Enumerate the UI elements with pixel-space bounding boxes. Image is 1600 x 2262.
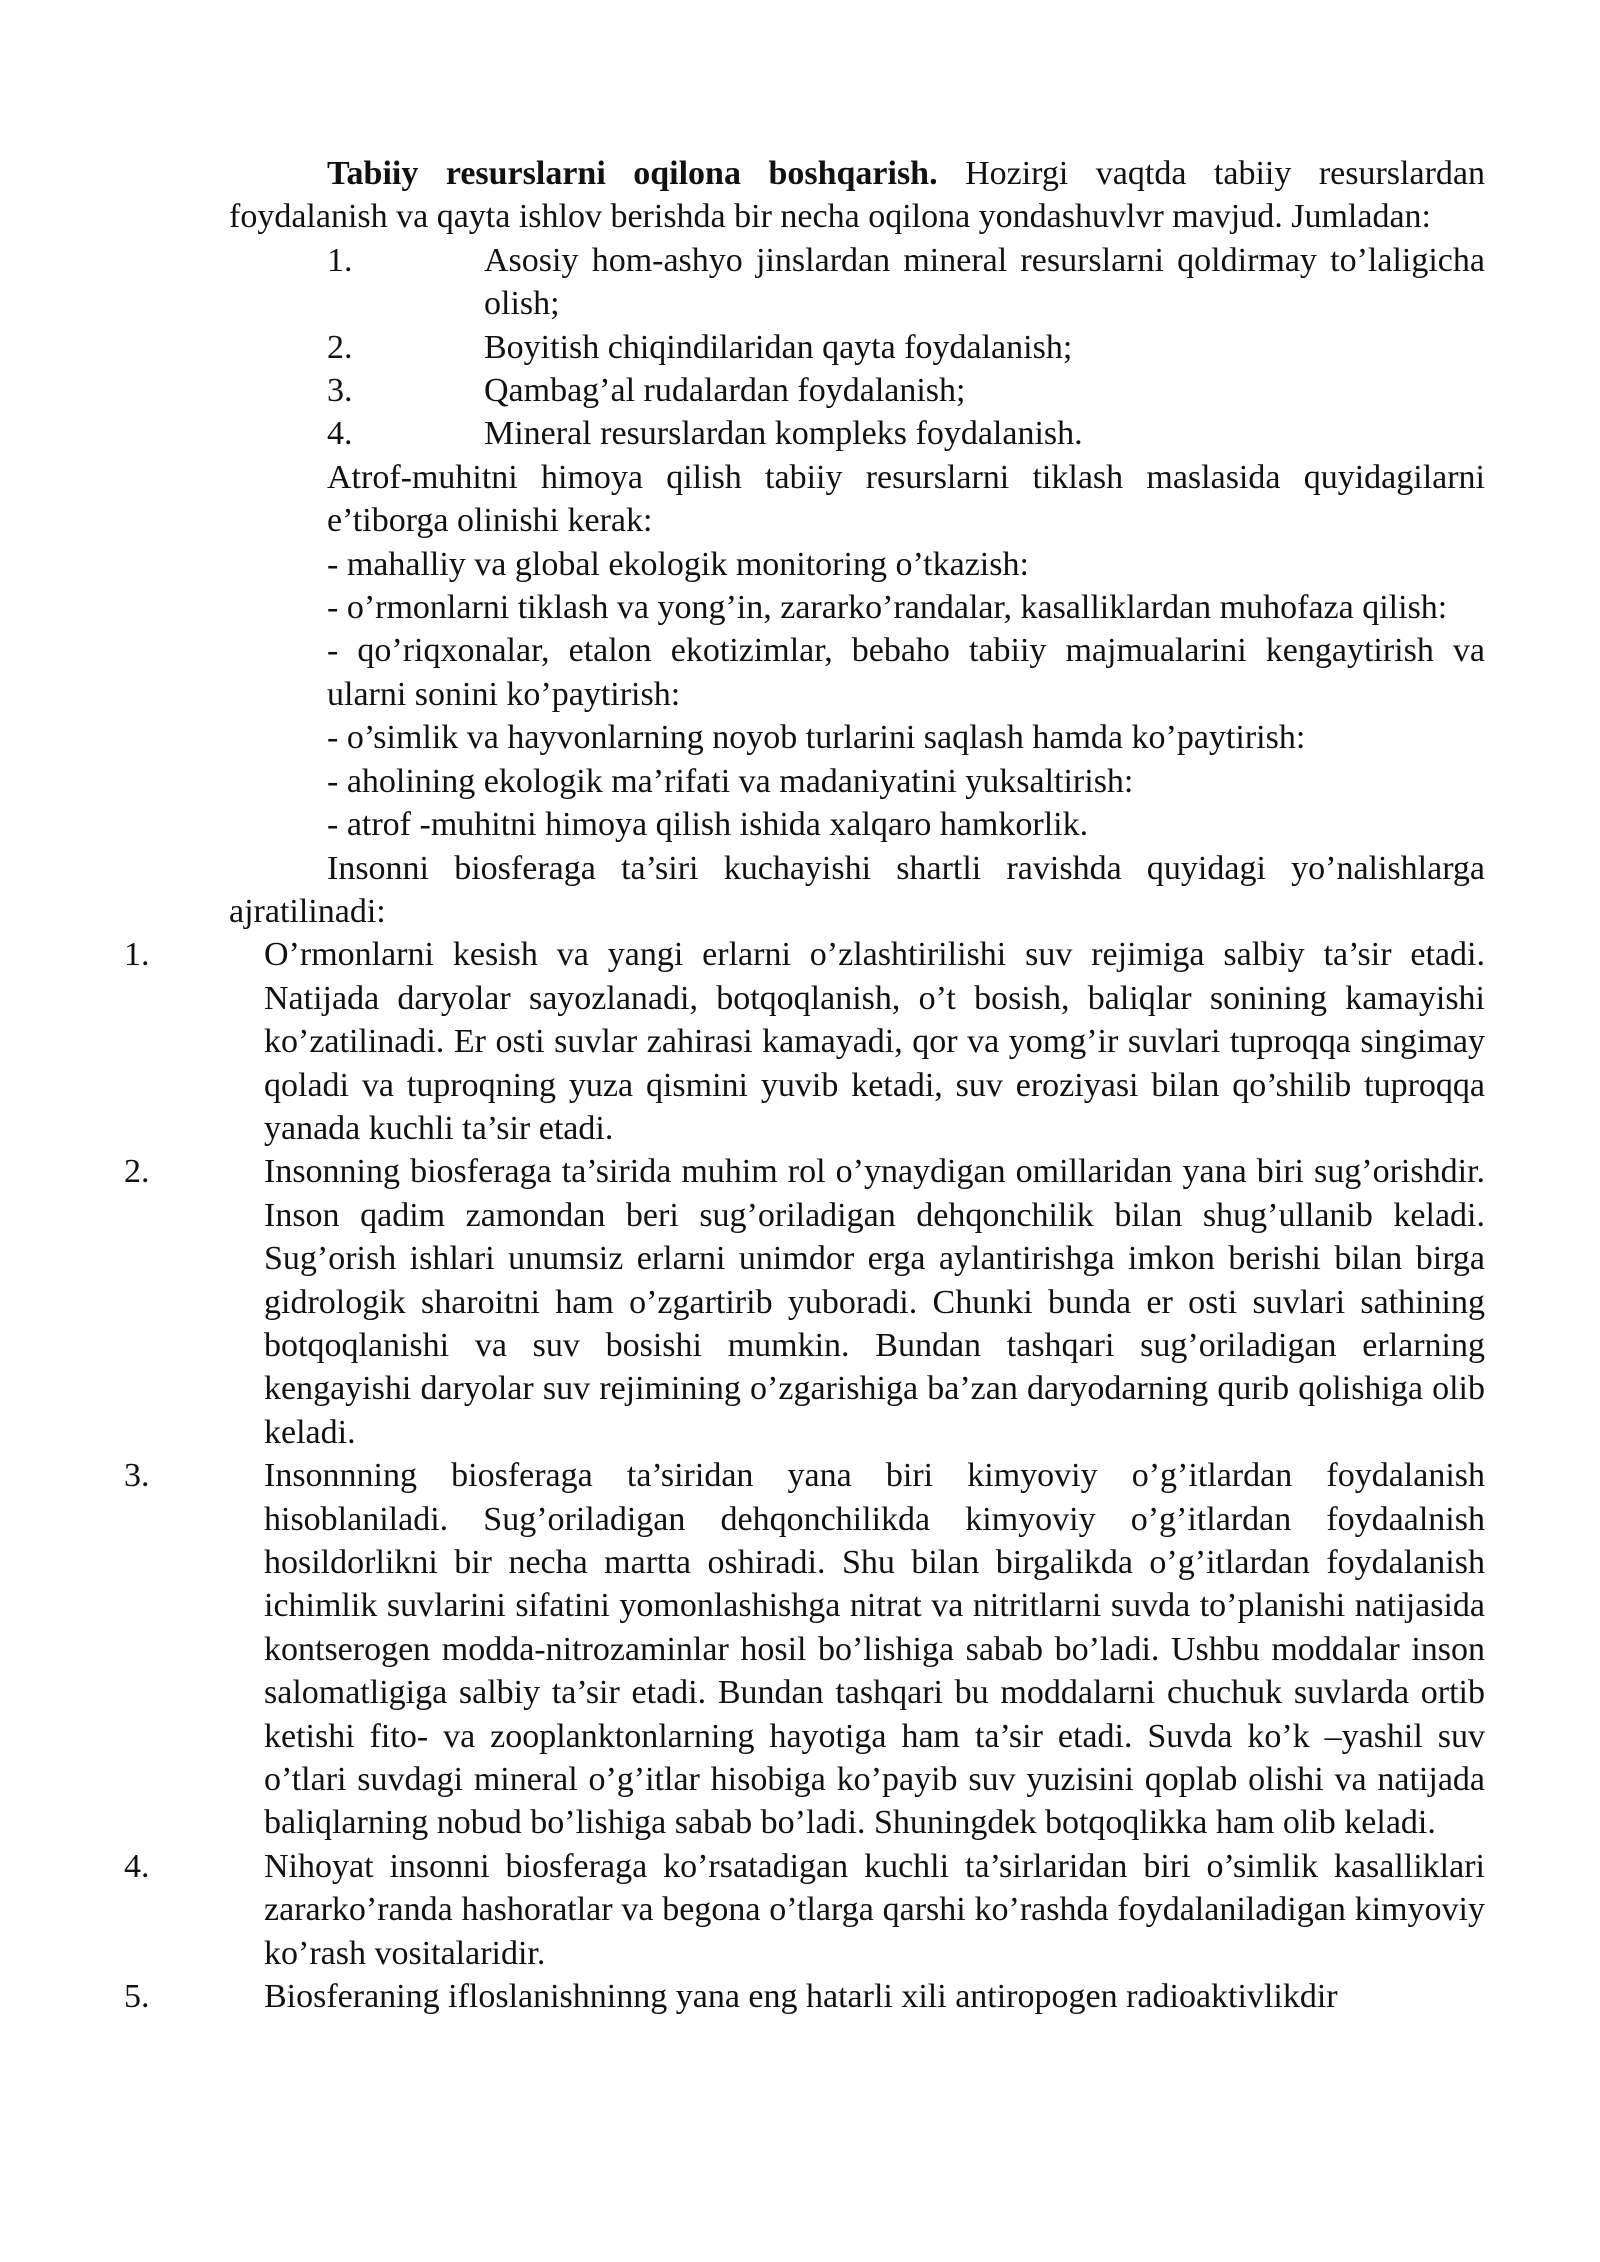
protection-item: - aholining ekologik ma’rifati va madaniyatini yuksaltirish: <box>327 762 1134 800</box>
list-item <box>327 412 1485 455</box>
list-item <box>327 326 1485 369</box>
intro-text: Hozirgi vaqtda tabiiy resurslardan foydalanish va qayta ishlov berishda bir necha oqilona yondashuvlvr mavjud. Jumladan: <box>229 155 1485 236</box>
list-item-text: Biosferaning ifloslanishninng yana eng hatarli xili antiropogen radioaktivlikdir <box>264 1978 1338 2016</box>
list-item <box>0 1845 1485 1975</box>
list-item-text: Asosiy hom-ashyo jinslardan mineral resurslarni qoldirmay to’laligicha olish; <box>484 241 1485 323</box>
protection-intro: Atrof-muhitni himoya qilish tabiiy resurslarni tiklash maslasida quyidagilarni e’tiborga olinishi kerak: <box>327 458 1485 540</box>
list-item-text: Insonnning biosferaga ta’siridan yana biri kimyoviy o’g’itlardan foydalanish hisoblaniladi. Sug’oriladigan dehqonchilikda kimyoviy o’g’itlardan foydaalnish hosildorlikni bir necha martta oshiradi. Shu bilan birgalikda o’g’itlardan foydalanish ichimlik suvlarini sifatini yomonlashishga nitrat va nitritlarni suvda to’planishi natijasida kontserogen modda-nitrozaminlar hosil bo’lishiga sabab bo’ladi. Ushbu moddalar inson salomatligiga salbiy ta’sir etadi. Bundan tashqari bu moddalarni chuchuk suvlarda ortib ketishi fito- va zooplanktonlarning hayotiga ham ta’sir etadi. Suvda ko’k –yashil suv o’tlari suvdagi mineral o’g’itlar hisobiga ko’payib suv yuzisini qoplab olishi va natijada baliqlarning nobud bo’lishiga sabab bo’ladi. Shuningdek botqoqlikka ham olib keladi. <box>264 1457 1485 1842</box>
list-item <box>0 1975 1485 2018</box>
intro-paragraph <box>229 152 1485 239</box>
protection-item: - atrof -muhitni himoya qilish ishida xalqaro hamkorlik. <box>327 806 1089 844</box>
list-item-text: O’rmonlarni kesish va yangi erlarni o’zlashtirilishi suv rejimiga salbiy ta’sir etadi. Natijada daryolar sayozlanadi, botqoqlanish, o’t bosish, baliqlar sonining kamayishi ko’zatilinadi. Er osti suvlar zahirasi kamayadi, qor va yomg’ir suvlari tuproqqa singimay qoladi va tuproqning yuza qismini yuvib ketadi, suv eroziyasi bilan qo’shilib tuproqqa yanada kuchli ta’sir etadi. <box>264 936 1485 1147</box>
list-item-text: Nihoyat insonni biosferaga ko’rsatadigan kuchli ta’sirlaridan biri o’simlik kasalliklari zararko’randa hashoratlar va begona o’tlarga qarshi ko’rashda foydalaniladigan kimyoviy ko’rash vositalaridir. <box>264 1847 1485 1972</box>
list-item <box>327 239 1485 326</box>
list-item-number: 1. <box>124 936 150 974</box>
list-item-text: Insonning biosferaga ta’sirida muhim rol o’ynaydigan omillaridan yana biri sug’orishdir. Inson qadim zamondan beri sug’oriladigan dehqonchilik bilan shug’ullanib keladi. Sug’orish ishlari unumsiz erlarni unimdor erga aylantirishga imkon berishi bilan birga gidrologik sharoitni ham o’zgartirib yuboradi. Chunki bunda er osti suvlari sathining botqoqlanishi va suv bosishi mumkin. Bundan tashqari sug’oriladigan erlarning kengayishi daryolar suv rejimining o’zgarishiga ba’zan daryodarning qurib qolishiga olib keladi. <box>264 1153 1485 1451</box>
document-body <box>124 152 1485 2018</box>
list-item <box>0 1150 1485 1454</box>
protection-block <box>327 456 1485 847</box>
protection-item: - o’rmonlarni tiklash va yong’in, zararko’randalar, kasalliklardan muhofaza qilish: <box>327 589 1448 627</box>
list-item-number: 1. <box>327 241 353 279</box>
list-item <box>0 933 1485 1150</box>
list-item-text: Qambag’al rudalardan foydalanish; <box>484 372 966 410</box>
list-item-number: 3. <box>124 1457 150 1495</box>
list-item <box>0 1454 1485 1845</box>
biosphere-list <box>0 933 1485 2018</box>
protection-item: - qo’riqxonalar, etalon ekotizimlar, bebaho tabiiy majmualarini kengaytirish va ularni sonini ko’paytirish: <box>327 632 1485 713</box>
list-item-number: 5. <box>124 1978 150 2016</box>
biosphere-intro: Insonni biosferaga ta’siri kuchayishi shartli ravishda quyidagi yo’nalishlarga ajratilinadi: <box>229 849 1485 930</box>
section-heading: Tabiiy resurslarni oqilona boshqarish. <box>327 155 938 192</box>
methods-list <box>229 239 1485 456</box>
list-item-text: Mineral resurslardan kompleks foydalanish. <box>484 415 1083 453</box>
list-item-number: 2. <box>124 1153 150 1191</box>
list-item-number: 4. <box>327 415 353 453</box>
protection-item: - mahalliy va global ekologik monitoring o’tkazish: <box>327 545 1029 583</box>
list-item-number: 2. <box>327 328 353 366</box>
list-item <box>327 369 1485 412</box>
list-item-text: Boyitish chiqindilaridan qayta foydalanish; <box>484 328 1073 366</box>
protection-item: - o’simlik va hayvonlarning noyob turlarini saqlash hamda ko’paytirish: <box>327 719 1306 757</box>
list-item-number: 4. <box>124 1847 150 1885</box>
list-item-number: 3. <box>327 372 353 410</box>
